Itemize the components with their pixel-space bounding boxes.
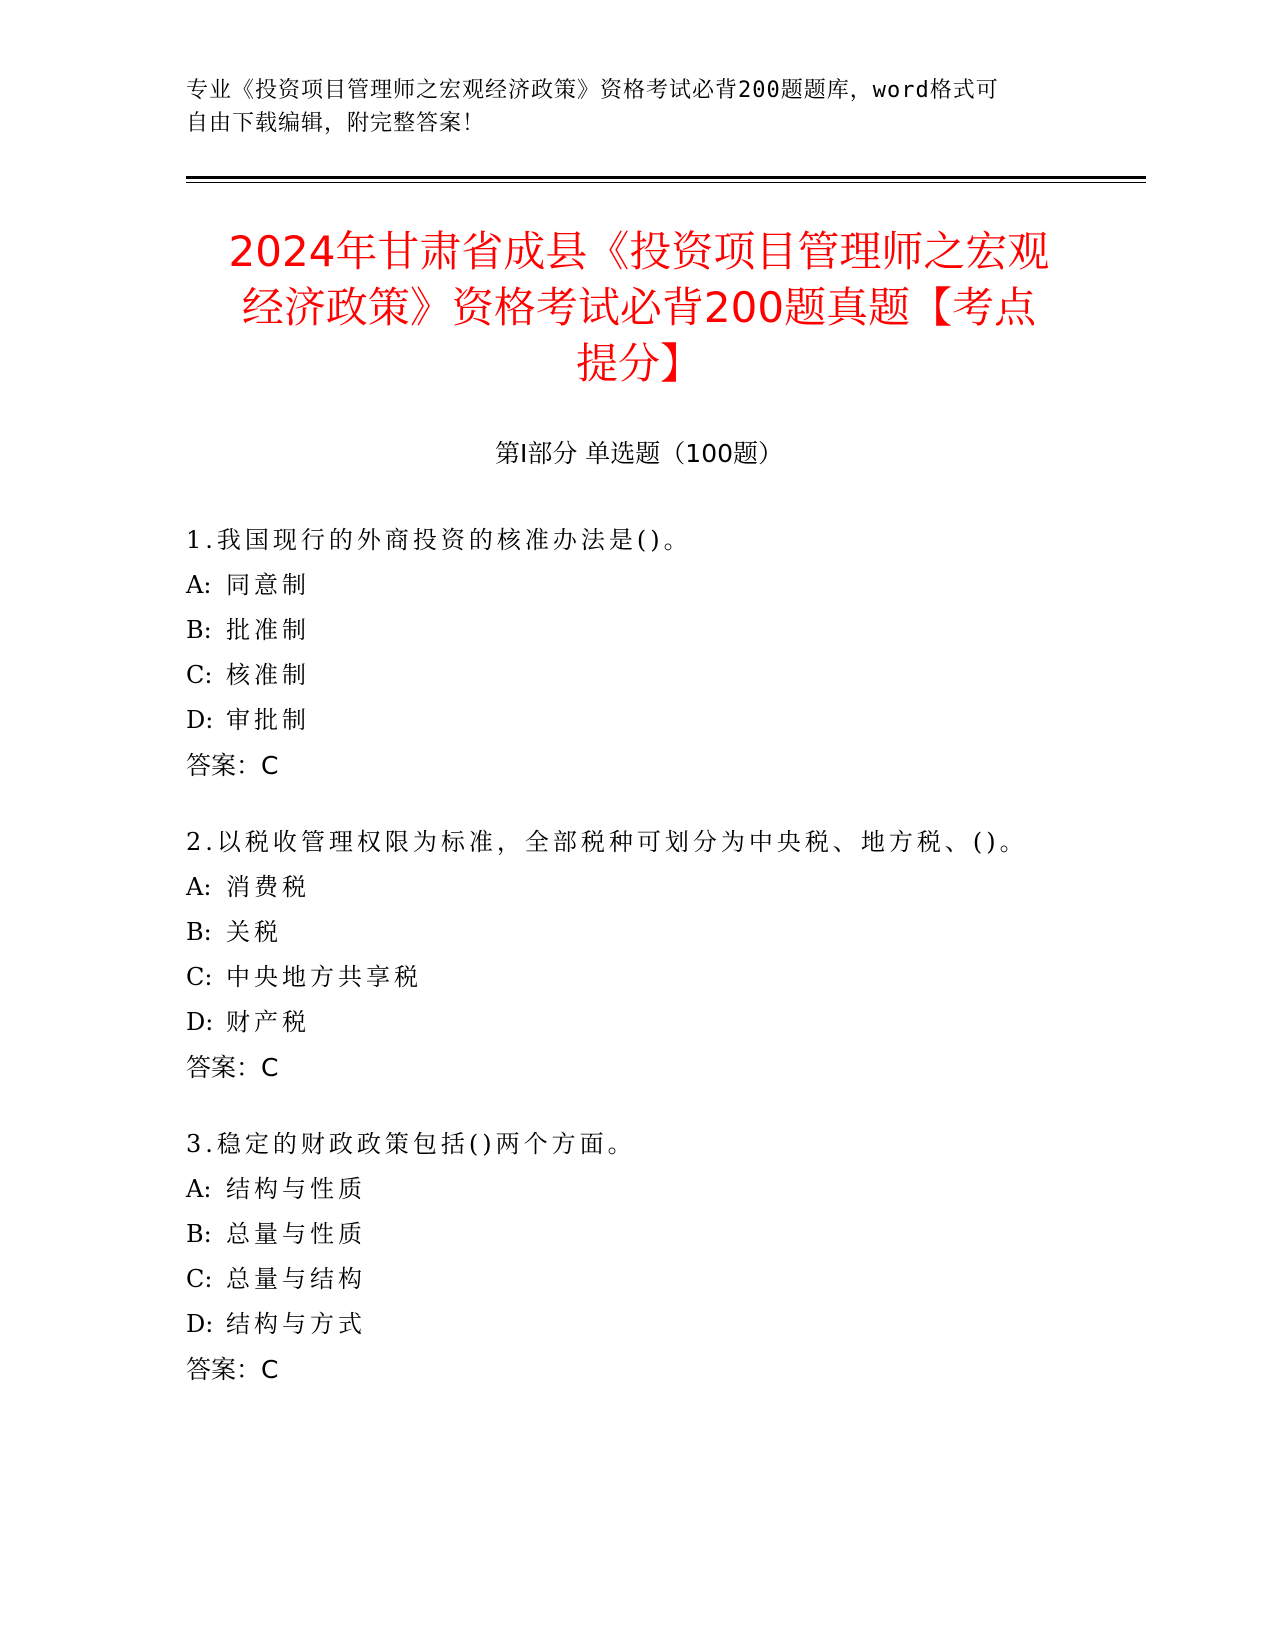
option-text: 消费税 [226,873,310,901]
option-text: 中央地方共享税 [226,963,422,991]
question-stem: 2.以税收管理权限为标准，全部税种可划分为中央税、地方税、()。 [186,828,1028,856]
option-c [186,1257,1086,1302]
option-d [186,1000,1086,1045]
option-a [186,1167,1086,1212]
question-stem: 3.稳定的财政政策包括()两个方面。 [186,1130,636,1158]
option-letter: D: [186,1310,214,1338]
question-2 [186,820,1086,1090]
header-note-line-1: 专业《投资项目管理师之宏观经济政策》资格考试必背200题题库，word格式可 [186,78,999,103]
option-text: 批准制 [226,616,310,644]
document-title [186,224,1092,392]
document-title-line-1: 2024年甘肃省成县《投资项目管理师之宏观 [228,227,1050,276]
option-text: 财产税 [226,1008,310,1036]
option-letter: B: [186,616,212,644]
answer-line: 答案：C [186,1053,279,1082]
header-divider-thin [186,182,1146,183]
question-3 [186,1122,1086,1392]
option-letter: A: [186,873,212,901]
answer-line: 答案：C [186,1355,279,1384]
option-text: 审批制 [226,706,310,734]
option-text: 结构与方式 [226,1310,366,1338]
option-text: 结构与性质 [226,1175,366,1203]
option-letter: A: [186,571,212,599]
answer-line: 答案：C [186,751,279,780]
option-a [186,563,1086,608]
option-a [186,865,1086,910]
option-c [186,955,1086,1000]
option-letter: C: [186,661,213,689]
option-letter: C: [186,963,213,991]
option-text: 总量与性质 [226,1220,366,1248]
option-letter: B: [186,1220,212,1248]
option-b [186,608,1086,653]
header-note-line-2: 自由下载编辑，附完整答案！ [186,111,486,136]
option-letter: B: [186,918,212,946]
question-stem: 1.我国现行的外商投资的核准办法是()。 [186,526,692,554]
option-d [186,1302,1086,1347]
header-divider-thick [186,176,1146,179]
document-title-line-2: 经济政策》资格考试必背200题真题【考点 [241,283,1037,332]
header-note [186,74,1066,140]
option-text: 关税 [226,918,282,946]
section-title: 第Ⅰ部分 单选题（100题） [494,439,784,468]
question-1 [186,518,1086,788]
option-b [186,910,1086,955]
option-text: 同意制 [226,571,310,599]
option-letter: D: [186,1008,214,1036]
option-d [186,698,1086,743]
option-text: 总量与结构 [226,1265,366,1293]
option-text: 核准制 [226,661,310,689]
option-c [186,653,1086,698]
option-letter: A: [186,1175,212,1203]
option-b [186,1212,1086,1257]
document-title-line-3: 提分】 [575,339,702,388]
option-letter: D: [186,706,214,734]
question-list [186,518,1086,1424]
option-letter: C: [186,1265,213,1293]
